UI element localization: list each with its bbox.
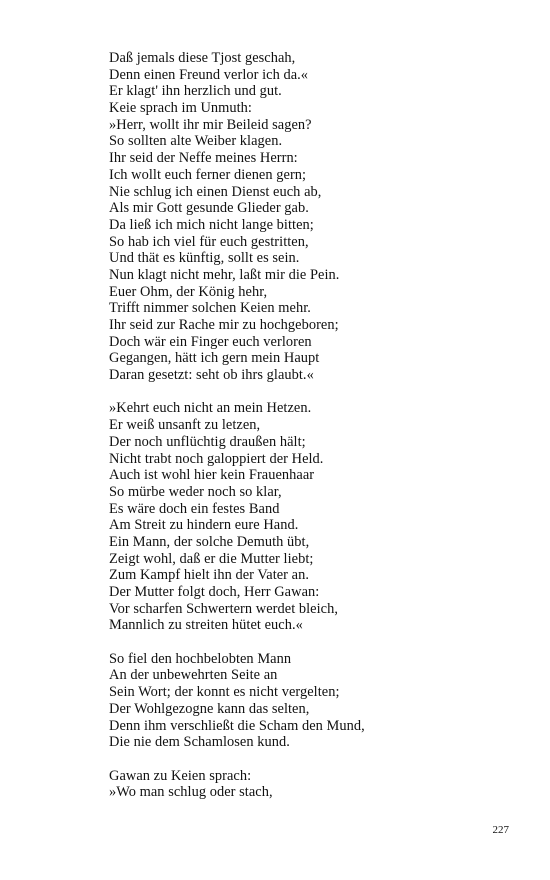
- verse-line: Keie sprach im Unmuth:: [109, 100, 252, 117]
- verse-line: Trifft nimmer solchen Keien mehr.: [109, 300, 311, 317]
- verse-line: Er weiß unsanft zu letzen,: [109, 417, 261, 434]
- verse-line: Der Mutter folgt doch, Herr Gawan:: [109, 584, 320, 600]
- poem-text: [109, 50, 529, 801]
- verse-line: So fiel den hochbelobten Mann: [109, 650, 292, 667]
- verse-line: Sein Wort; der konnt es nicht vergelten;: [109, 684, 340, 701]
- verse-line: Ich wollt euch ferner dienen gern;: [109, 166, 307, 183]
- verse-line: Mannlich zu streiten hütet euch.«: [109, 617, 303, 634]
- verse-line: Da ließ ich mich nicht lange bitten;: [109, 216, 314, 233]
- verse-line: Gawan zu Keien sprach:: [109, 767, 252, 784]
- verse-line: So hab ich viel für euch gestritten,: [109, 233, 309, 250]
- verse-line: »Kehrt euch nicht an mein Hetzen.: [109, 400, 312, 417]
- verse-line: Doch wär ein Finger euch verloren: [109, 333, 312, 350]
- stanza: [109, 651, 529, 751]
- page-number: 227: [492, 824, 509, 836]
- verse-line: So mürbe weder noch so klar,: [109, 483, 282, 500]
- verse-line: Der noch unflüchtig draußen hält;: [109, 433, 306, 450]
- stanza: [109, 768, 529, 801]
- verse-line: »Wo man schlug oder stach,: [109, 784, 273, 801]
- verse-line: Als mir Gott gesunde Glieder gab.: [109, 200, 309, 217]
- verse-line: Zum Kampf hielt ihn der Vater an.: [109, 567, 309, 584]
- verse-line: So sollten alte Weiber klagen.: [109, 133, 283, 150]
- verse-line: Vor scharfen Schwertern werdet bleich,: [109, 600, 338, 617]
- verse-line: Nicht trabt noch galoppiert der Held.: [109, 450, 324, 467]
- verse-line: »Herr, wollt ihr mir Beileid sagen?: [109, 116, 312, 133]
- verse-line: Die nie dem Schamlosen kund.: [109, 734, 290, 751]
- stanza: [109, 50, 529, 384]
- verse-line: Am Streit zu hindern eure Hand.: [109, 517, 299, 534]
- verse-line: Daß jemals diese Tjost geschah,: [109, 50, 296, 66]
- verse-line: Euer Ohm, der König hehr,: [109, 283, 268, 300]
- verse-line: Nun klagt nicht mehr, laßt mir die Pein.: [109, 266, 340, 283]
- verse-line: Auch ist wohl hier kein Frauenhaar: [109, 467, 315, 484]
- verse-line: Es wäre doch ein festes Band: [109, 500, 280, 517]
- verse-line: Der Wohlgezogne kann das selten,: [109, 700, 310, 717]
- verse-line: Ihr seid zur Rache mir zu hochgeboren;: [109, 317, 339, 333]
- verse-line: An der unbewehrten Seite an: [109, 667, 278, 684]
- verse-line: Denn ihm verschließt die Scham den Mund,: [109, 717, 365, 734]
- verse-line: Nie schlug ich einen Dienst euch ab,: [109, 183, 322, 200]
- verse-line: Er klagt' ihn herzlich und gut.: [109, 83, 282, 100]
- stanza: [109, 400, 529, 634]
- verse-line: Ein Mann, der solche Demuth übt,: [109, 533, 310, 550]
- verse-line: Zeigt wohl, daß er die Mutter liebt;: [109, 550, 314, 567]
- verse-line: Daran gesetzt: seht ob ihrs glaubt.«: [109, 367, 314, 384]
- verse-line: Denn einen Freund verlor ich da.«: [109, 66, 309, 83]
- verse-line: Ihr seid der Neffe meines Herrn:: [109, 150, 298, 167]
- verse-line: Gegangen, hätt ich gern mein Haupt: [109, 350, 320, 367]
- verse-line: Und thät es künftig, sollt es sein.: [109, 250, 300, 267]
